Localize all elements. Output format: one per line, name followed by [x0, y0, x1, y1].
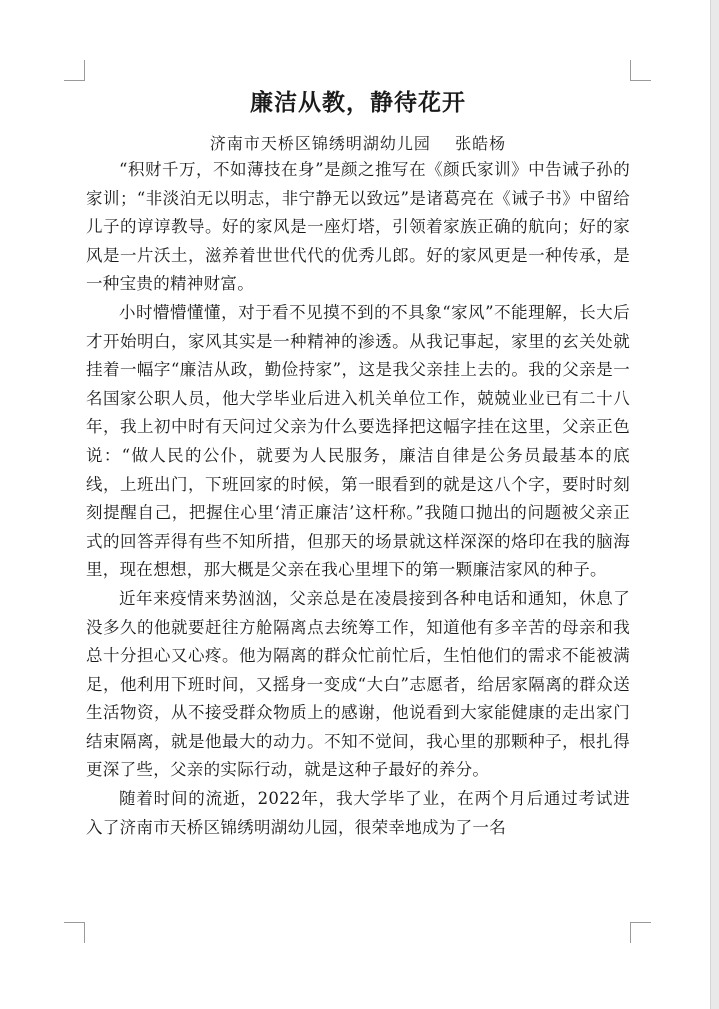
crop-mark-top-left [64, 60, 85, 81]
document-title: 廉洁从教，静待花开 [250, 89, 466, 116]
paragraph-3: 近年来疫情来势汹汹，父亲总是在凌晨接到各种电话和通知，休息了没多久的他就要赶往方舱隔离点去统筹工作，知道他有多辛苦的母亲和我总十分担心又心疼。他为隔离的群众忙前忙后，生怕他们的需求不能被满足，他利用下班时间，又摇身一变成“大白”志愿者，给居家隔离的群众送生活物资，从不接受群众物质上的感谢，他说看到大家能健康的走出家门结束隔离，就是他最大的动力。不知不觉间，我心里的那颗种子，根扎得更深了些，父亲的实际行动，就是这种子最好的养分。 [86, 588, 630, 780]
paragraph-4: 随着时间的流逝，2022年，我大学毕了业，在两个月后通过考试进入了济南市天桥区锦绣明湖幼儿园，很荣幸地成为了一名 [86, 789, 630, 837]
author-byline: 济南市天桥区锦绣明湖幼儿园 张皓杨 [209, 134, 507, 153]
paragraph-2: 小时懵懵懂懂，对于看不见摸不到的不具象“家风”不能理解，长大后才开始明白，家风其实是一种精神的渗透。从我记事起，家里的玄关处就挂着一幅字“廉洁从政，勤俭持家”，这是我父亲挂上去的。我的父亲是一名国家公职人员，他大学毕业后进入机关单位工作，兢兢业业已有二十八年，我上初中时有天问过父亲为什么要选择把这幅字挂在这里，父亲正色说：“做人民的公仆，就要为人民服务，廉洁自律是公务员最基本的底线，上班出门，下班回家的时候，第一眼看到的就是这八个字，要时时刻刻提醒自己，把握住心里‘清正廉洁’这杆称。”我随口抛出的问题被父亲正式的回答弄得有些不知所措，但那天的场景就这样深深的烙印在我的脑海里，现在想想，那大概是父亲在我心里埋下的第一颗廉洁家风的种子。 [86, 302, 630, 580]
crop-mark-bottom-left [64, 922, 85, 943]
crop-mark-bottom-right [630, 922, 651, 943]
page-edge-shadow [710, 0, 719, 1009]
crop-mark-top-right [630, 60, 651, 81]
document-body [86, 85, 630, 842]
paragraph-1: “积财千万，不如薄技在身”是颜之推写在《颜氏家训》中告诫子孙的家训；“非淡泊无以明志，非宁静无以致远”是诸葛亮在《诫子书》中留给儿子的谆谆教导。好的家风是一座灯塔，引领着家族正确的航向；好的家风是一片沃土，滋养着世世代代的优秀儿郎。好的家风更是一种传承，是一种宝贵的精神财富。 [86, 160, 630, 294]
